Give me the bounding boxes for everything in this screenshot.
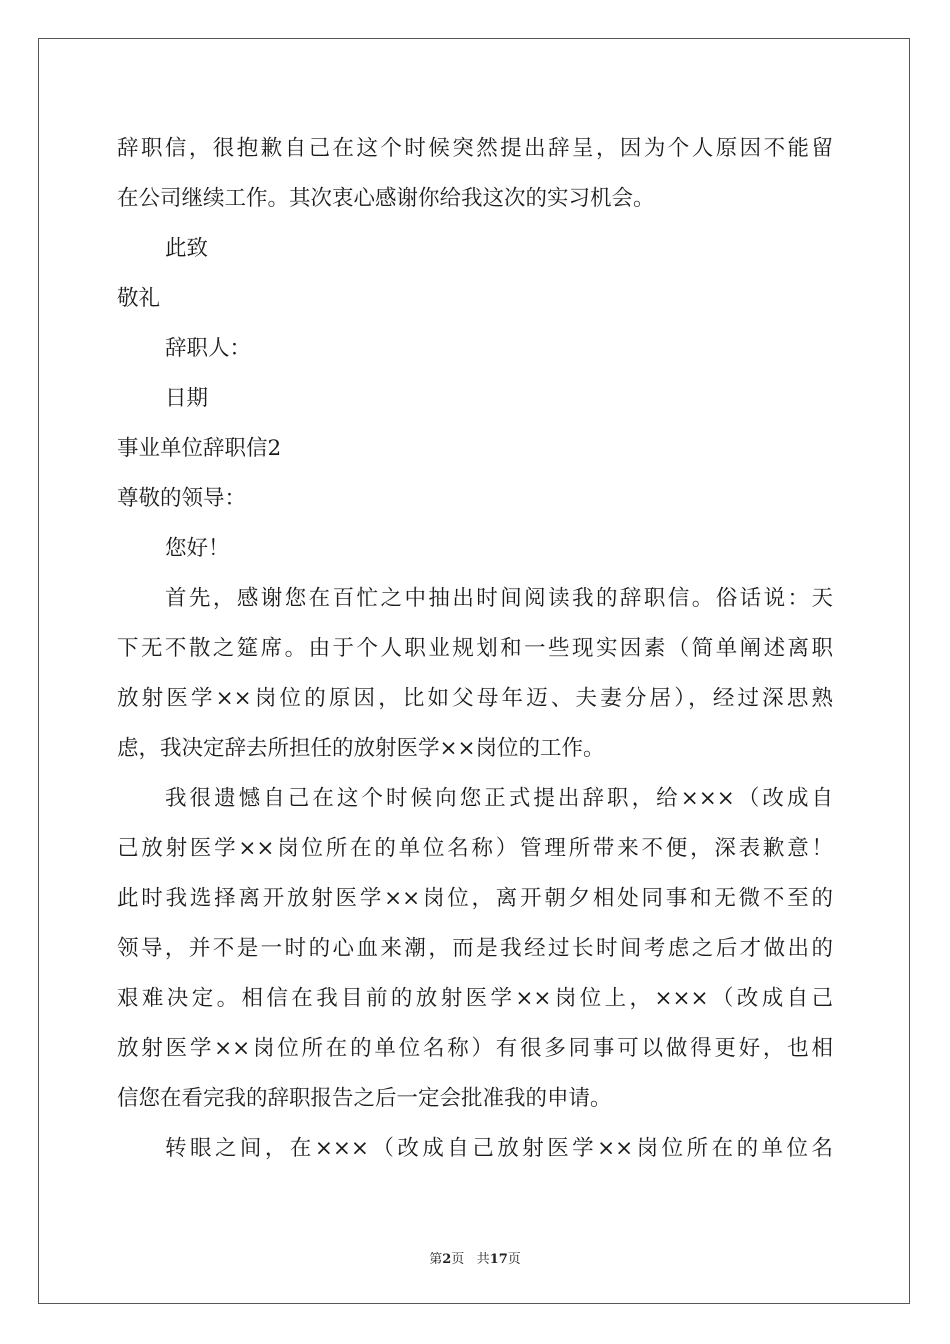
total-label-suffix: 页 xyxy=(507,1252,521,1267)
page-footer xyxy=(0,1248,950,1267)
letter-greeting: 您好！ xyxy=(165,536,230,561)
total-label-prefix: 共 xyxy=(476,1252,490,1267)
page-current: 2 xyxy=(442,1252,452,1267)
paragraph-3-line-1: 转眼之间，在×××（改成自己放射医学××岗位所在的单位名 xyxy=(165,1136,833,1161)
closing-salutation: 此致 xyxy=(165,236,209,261)
paragraph-1-line-2: 下无不散之筵席。由于个人职业规划和一些现实因素（简单阐述离职 xyxy=(117,636,833,661)
paragraph-2-line-4: 领导，并不是一时的心血来潮，而是我经过长时间考虑之后才做出的 xyxy=(117,936,833,961)
section-title: 事业单位辞职信2 xyxy=(117,436,282,461)
closing-regards: 敬礼 xyxy=(117,286,161,311)
paragraph-2-line-2: 己放射医学××岗位所在的单位名称）管理所带来不便，深表歉意！ xyxy=(117,836,833,861)
page-total: 17 xyxy=(489,1252,508,1267)
date-label: 日期 xyxy=(165,386,209,411)
letter-recipient: 尊敬的领导： xyxy=(117,486,247,511)
paragraph-2-line-6: 放射医学××岗位所在的单位名称）有很多同事可以做得更好，也相 xyxy=(117,1036,833,1061)
paragraph-2-line-3: 此时我选择离开放射医学××岗位，离开朝夕相处同事和无微不至的 xyxy=(117,886,833,911)
paragraph-2-line-7: 信您在看完我的辞职报告之后一定会批准我的申请。 xyxy=(117,1086,612,1111)
page-label-mid: 页 xyxy=(451,1252,465,1267)
page-label-prefix: 第 xyxy=(429,1252,443,1267)
paragraph-2-line-1: 我很遗憾自己在这个时候向您正式提出辞职，给×××（改成自 xyxy=(165,786,833,811)
text-line-1: 辞职信，很抱歉自己在这个时候突然提出辞呈，因为个人原因不能留 xyxy=(117,136,833,161)
paragraph-2-line-5: 艰难决定。相信在我目前的放射医学××岗位上，×××（改成自己 xyxy=(117,986,833,1011)
paragraph-1-line-4: 虑，我决定辞去所担任的放射医学××岗位的工作。 xyxy=(117,736,605,761)
paragraph-1-line-1: 首先，感谢您在百忙之中抽出时间阅读我的辞职信。俗话说：天 xyxy=(165,586,833,611)
document-body xyxy=(117,124,833,1174)
signature-label: 辞职人： xyxy=(165,336,252,361)
paragraph-1-line-3: 放射医学××岗位的原因，比如父母年迈、夫妻分居），经过深思熟 xyxy=(117,686,833,711)
text-line-2: 在公司继续工作。其次衷心感谢你给我这次的实习机会。 xyxy=(117,186,655,211)
